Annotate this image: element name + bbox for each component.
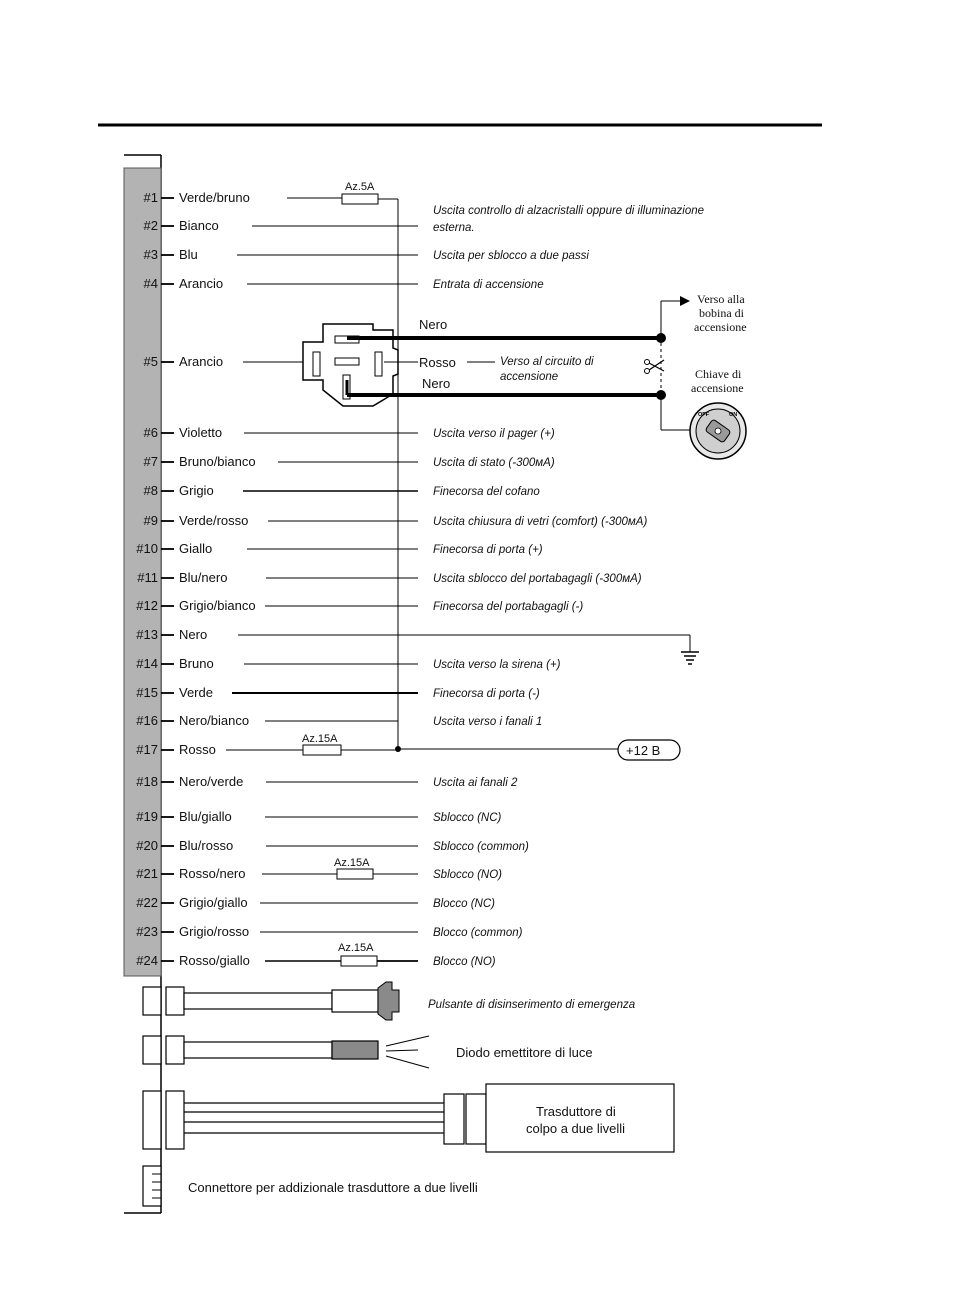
pin-row	[136, 838, 529, 853]
wire-color-label: Grigio	[179, 483, 214, 498]
pin-number: #9	[143, 513, 158, 528]
extra-connector-label: Connettore per addizionale trasduttore a due livelli	[188, 1180, 478, 1195]
wire-color-label: Rosso	[179, 742, 216, 757]
pin-row	[136, 627, 690, 642]
pin-description: Blocco (NO)	[433, 956, 496, 968]
fuse-24	[338, 942, 377, 966]
pin-number: #17	[136, 742, 158, 757]
pin-description: Uscita ai fanali 2	[433, 777, 518, 789]
coil-line-2: bobina di	[699, 306, 744, 320]
pin-description: Blocco (common)	[433, 927, 523, 939]
wire-color-label: Grigio/bianco	[179, 598, 256, 613]
pin-number: #10	[136, 541, 158, 556]
wire-color-label: Arancio	[179, 276, 224, 291]
pin-description: Sblocco (common)	[433, 841, 529, 853]
pin-description: Uscita per sblocco a due passi	[433, 250, 589, 262]
pin-description: Finecorsa del portabagagli (-)	[433, 601, 584, 613]
fuse-17-label: Az.15A	[302, 733, 338, 745]
relay-circuit-1: Verso al circuito di	[500, 356, 594, 368]
pin-row	[144, 205, 704, 234]
pin-row	[136, 953, 495, 968]
extra-connector	[143, 1166, 478, 1206]
wire-color-label: Blu	[179, 247, 198, 262]
pin-row	[136, 598, 583, 613]
pin-row	[136, 809, 501, 824]
pin-rows	[136, 190, 704, 968]
pin-row	[144, 513, 648, 528]
fuse-1-label: Az.5A	[345, 181, 375, 193]
ground-icon	[681, 635, 699, 664]
pin-row	[136, 895, 495, 910]
fuse-1	[342, 181, 378, 204]
wire-color-label: Bruno/bianco	[179, 454, 256, 469]
relay-nero-top: Nero	[419, 317, 448, 332]
pin-number: #19	[136, 809, 158, 824]
pin-row	[136, 656, 560, 671]
pin-row	[144, 354, 303, 369]
power-label: +12 B	[626, 743, 661, 758]
wire-color-label: Blu/rosso	[179, 838, 234, 853]
pin-number: #5	[143, 354, 158, 369]
pin-number: #15	[136, 685, 158, 700]
pin-description: Uscita verso la sirena (+)	[433, 659, 561, 671]
pin-number: #2	[143, 218, 158, 233]
wire-color-label: Verde/bruno	[179, 190, 250, 205]
wire-color-label: Rosso/nero	[179, 866, 246, 881]
pin-number: #8	[143, 483, 158, 498]
wire-color-label: Grigio/giallo	[179, 895, 248, 910]
pin-number: #23	[136, 924, 158, 939]
relay-rosso: Rosso	[419, 355, 456, 370]
pin-description: Blocco (NC)	[433, 898, 495, 910]
pin-number: #13	[136, 627, 158, 642]
wire-color-label: Arancio	[179, 354, 224, 369]
pin-description: Uscita di stato (-300мА)	[433, 457, 555, 469]
pin-description: Uscita verso i fanali 1	[433, 716, 543, 728]
wire-color-label: Verde	[179, 685, 213, 700]
pin-row	[144, 425, 555, 440]
pin-row	[136, 924, 522, 939]
pin-row	[144, 276, 544, 291]
scissors-icon	[645, 360, 665, 374]
pin-description: Uscita controllo di alzacristalli oppure di illuminazione	[433, 205, 705, 217]
pin-row	[136, 774, 518, 789]
pin-description: Finecorsa del cofano	[433, 486, 540, 498]
wire-color-label: Giallo	[179, 541, 213, 556]
key-off-label: OFF	[698, 412, 709, 418]
relay-nero-bottom: Nero	[422, 376, 451, 391]
pin-description-cont: esterna.	[433, 222, 475, 234]
pin-number: #21	[136, 866, 158, 881]
pin-description: Uscita sblocco del portabagagli (-300мА)	[433, 573, 642, 585]
key-on-label: ON	[729, 412, 738, 418]
pin-row	[144, 247, 590, 262]
pin-description: Uscita chiusura di vetri (comfort) (-300мА)	[433, 516, 648, 528]
pin-number: #22	[136, 895, 158, 910]
sensor-label-2: colpo a due livelli	[526, 1121, 626, 1136]
pin-number: #16	[136, 713, 158, 728]
pin-row	[136, 866, 502, 881]
pin-row	[136, 685, 540, 700]
wire-color-label: Verde/rosso	[179, 513, 249, 528]
fuse-21	[334, 857, 373, 879]
pin-row	[137, 570, 642, 585]
pin-description: Sblocco (NC)	[433, 812, 502, 824]
emergency-button-label: Pulsante di disinserimento di emergenza	[428, 999, 636, 1011]
pin-row	[144, 454, 555, 469]
pin-number: #6	[143, 425, 158, 440]
pin-number: #11	[137, 570, 158, 585]
pin-number: #7	[143, 454, 158, 469]
led-label: Diodo emettitore di luce	[456, 1045, 593, 1060]
pin-number: #12	[136, 598, 158, 613]
key-line-2: accensione	[691, 381, 744, 395]
pin-description: Finecorsa di porta (-)	[433, 688, 540, 700]
wire-color-label: Nero	[179, 627, 208, 642]
coil-line-3: accensione	[694, 320, 747, 334]
wire-color-label: Bianco	[179, 218, 219, 233]
coil-line-1: Verso alla	[697, 292, 745, 306]
fuse-17	[302, 733, 341, 755]
bus-line	[378, 199, 401, 752]
pin-number: #24	[136, 953, 158, 968]
pin-number: #3	[143, 247, 158, 262]
pin-number: #18	[136, 774, 158, 789]
shock-sensor	[143, 1084, 674, 1152]
pin-number: #14	[136, 656, 158, 671]
pin-description: Finecorsa di porta (+)	[433, 544, 543, 556]
wire-color-label: Blu/giallo	[179, 809, 232, 824]
pin-row	[136, 713, 542, 728]
pin-description: Uscita verso il pager (+)	[433, 428, 555, 440]
wire-color-label: Nero/bianco	[179, 713, 250, 728]
pin-row	[136, 541, 542, 556]
pin-number: #1	[143, 190, 158, 205]
wire-color-label: Bruno	[179, 656, 214, 671]
ignition-key-icon	[690, 403, 746, 459]
key-line-1: Chiave di	[695, 367, 742, 381]
wire-color-label: Blu/nero	[179, 570, 228, 585]
led	[143, 1036, 593, 1068]
pin-row	[144, 483, 541, 498]
power-terminal	[398, 740, 680, 760]
pin-description: Entrata di accensione	[433, 279, 544, 291]
relay	[303, 317, 661, 406]
fuse-21-label: Az.15A	[334, 857, 370, 869]
wire-color-label: Rosso/giallo	[179, 953, 250, 968]
pin-number: #20	[136, 838, 158, 853]
wire-color-label: Nero/verde	[179, 774, 244, 789]
wire-color-label: Violetto	[179, 425, 223, 440]
emergency-button	[143, 982, 635, 1020]
fuse-24-label: Az.15A	[338, 942, 374, 954]
relay-circuit-2: accensione	[500, 371, 559, 383]
pin-row	[144, 190, 342, 205]
pin-description: Sblocco (NO)	[433, 869, 503, 881]
sensor-label-1: Trasduttore di	[536, 1104, 616, 1119]
wire-color-label: Grigio/rosso	[179, 924, 250, 939]
pin-number: #4	[143, 276, 158, 291]
